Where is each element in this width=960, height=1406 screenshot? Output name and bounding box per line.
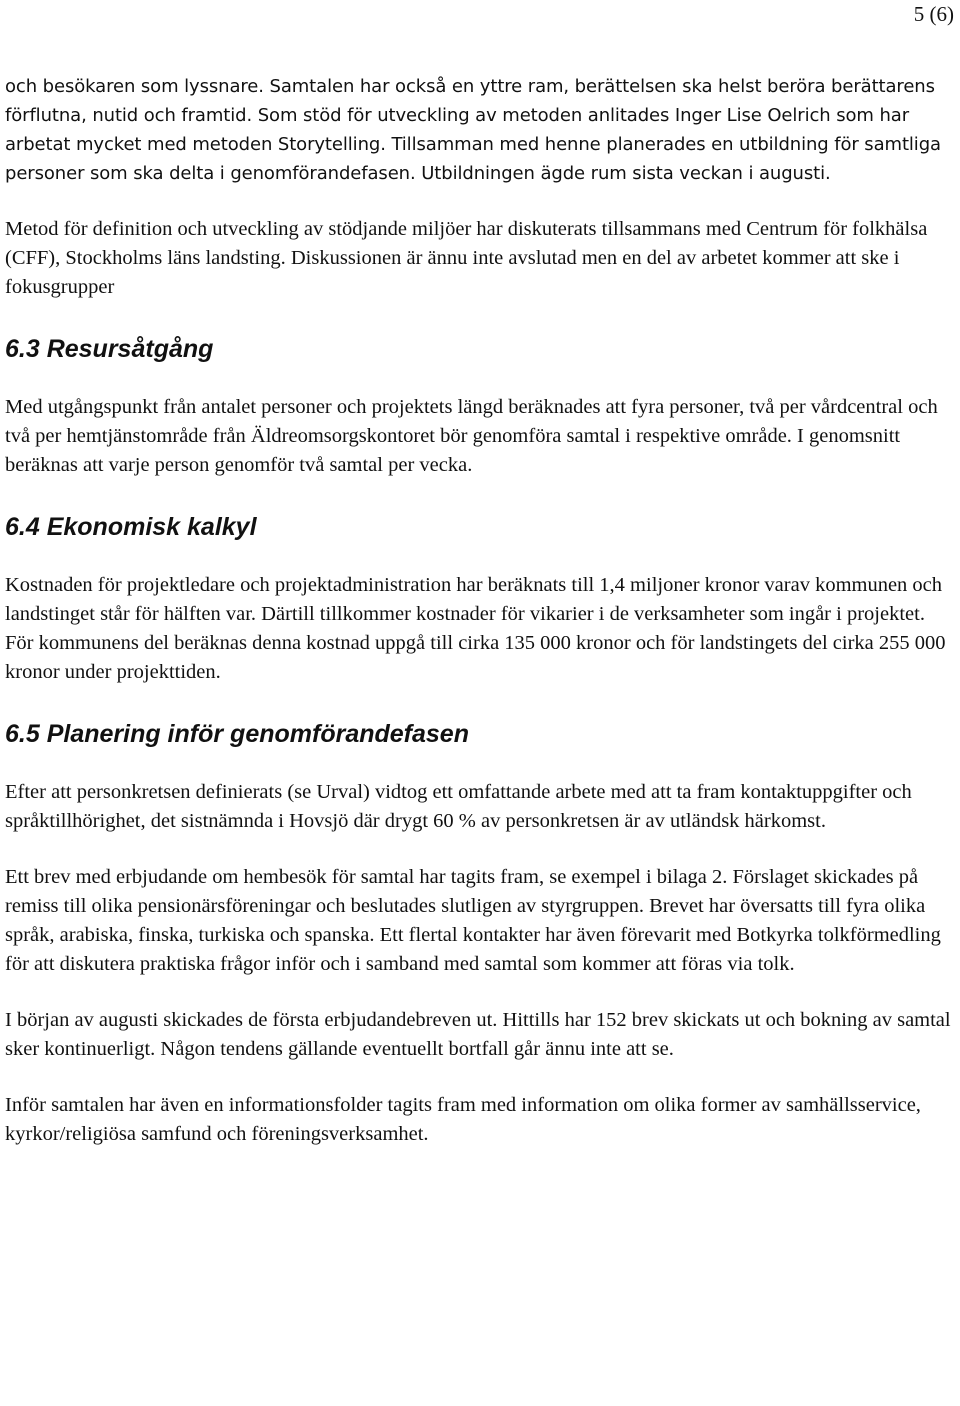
intro-paragraph-1: och besökaren som lyssnare. Samtalen har också en yttre ram, berättelsen ska helst beröra berättarens förflutna, nutid och framtid. Som stöd för utveckling av metoden anlitades Inger Lise Oelrich som har arbetat mycket med metoden Storytelling. Tillsamman med henne planerades en utbildning för samtliga personer som ska delta i genomförandefasen. Utbildningen ägde rum sista veckan i augusti. <box>5 76 941 184</box>
section-heading-resursatgang: 6.3 Resursåtgång <box>5 335 214 363</box>
planering-paragraph-1: Efter att personkretsen definierats (se Urval) vidtog ett omfattande arbete med att ta fram kontaktuppgifter och språktillhörighet, det sistnämnda i Hovsjö där drygt 60 % av personkretsen är av utländsk härkomst. <box>5 781 912 832</box>
intro-paragraph-2: Metod för definition och utveckling av stödjande miljöer har diskuterats tillsammans med Centrum för folkhälsa (CFF), Stockholms läns landsting. Diskussionen är ännu inte avslutad men en del av arbetet kommer att ske i fokusgrupper <box>5 218 928 298</box>
section-heading-planering: 6.5 Planering inför genomförandefasen <box>5 720 469 748</box>
ekonomisk-kalkyl-paragraph: Kostnaden för projektledare och projektadministration har beräknats till 1,4 miljoner kronor varav kommunen och landstinget står för hälften var. Därtill tillkommer kostnader för vikarier i de verksamheter som ingår i projektet. För kommunens del beräknas denna kostnad uppgå till cirka 135 000 kronor och för landstingets del cirka 255 000 kronor under projekttiden. <box>5 574 946 683</box>
resursatgang-paragraph: Med utgångspunkt från antalet personer och projektets längd beräknades att fyra personer, två per vårdcentral och två per hemtjänstområde från Äldreomsorgskontoret bör genomföra samtal i respektive område. I genomsnitt beräknas att varje person genomför två samtal per vecka. <box>5 396 938 476</box>
planering-paragraph-2: Ett brev med erbjudande om hembesök för samtal har tagits fram, se exempel i bilaga 2. Förslaget skickades på remiss till olika pensionärsföreningar och beslutades slutligen av styrgruppen. Brevet har översatts till fyra olika språk, arabiska, finska, turkiska och spanska. Ett flertal kontakter har även förevarit med Botkyrka tolkförmedling för att diskutera praktiska frågor inför och i samband med samtal som kommer att föras via tolk. <box>5 866 941 975</box>
planering-paragraph-4: Inför samtalen har även en informationsfolder tagits fram med information om olika former av samhällsservice, kyrkor/religiösa samfund och föreningsverksamhet. <box>5 1094 921 1145</box>
document-body <box>5 72 955 1176</box>
section-heading-ekonomisk-kalkyl: 6.4 Ekonomisk kalkyl <box>5 513 257 541</box>
planering-paragraph-3: I början av augusti skickades de första erbjudandebreven ut. Hittills har 152 brev skickats ut och bokning av samtal sker kontinuerligt. Någon tendens gällande eventuellt bortfall går ännu inte att se. <box>5 1009 951 1060</box>
page-number: 5 (6) <box>913 2 954 26</box>
